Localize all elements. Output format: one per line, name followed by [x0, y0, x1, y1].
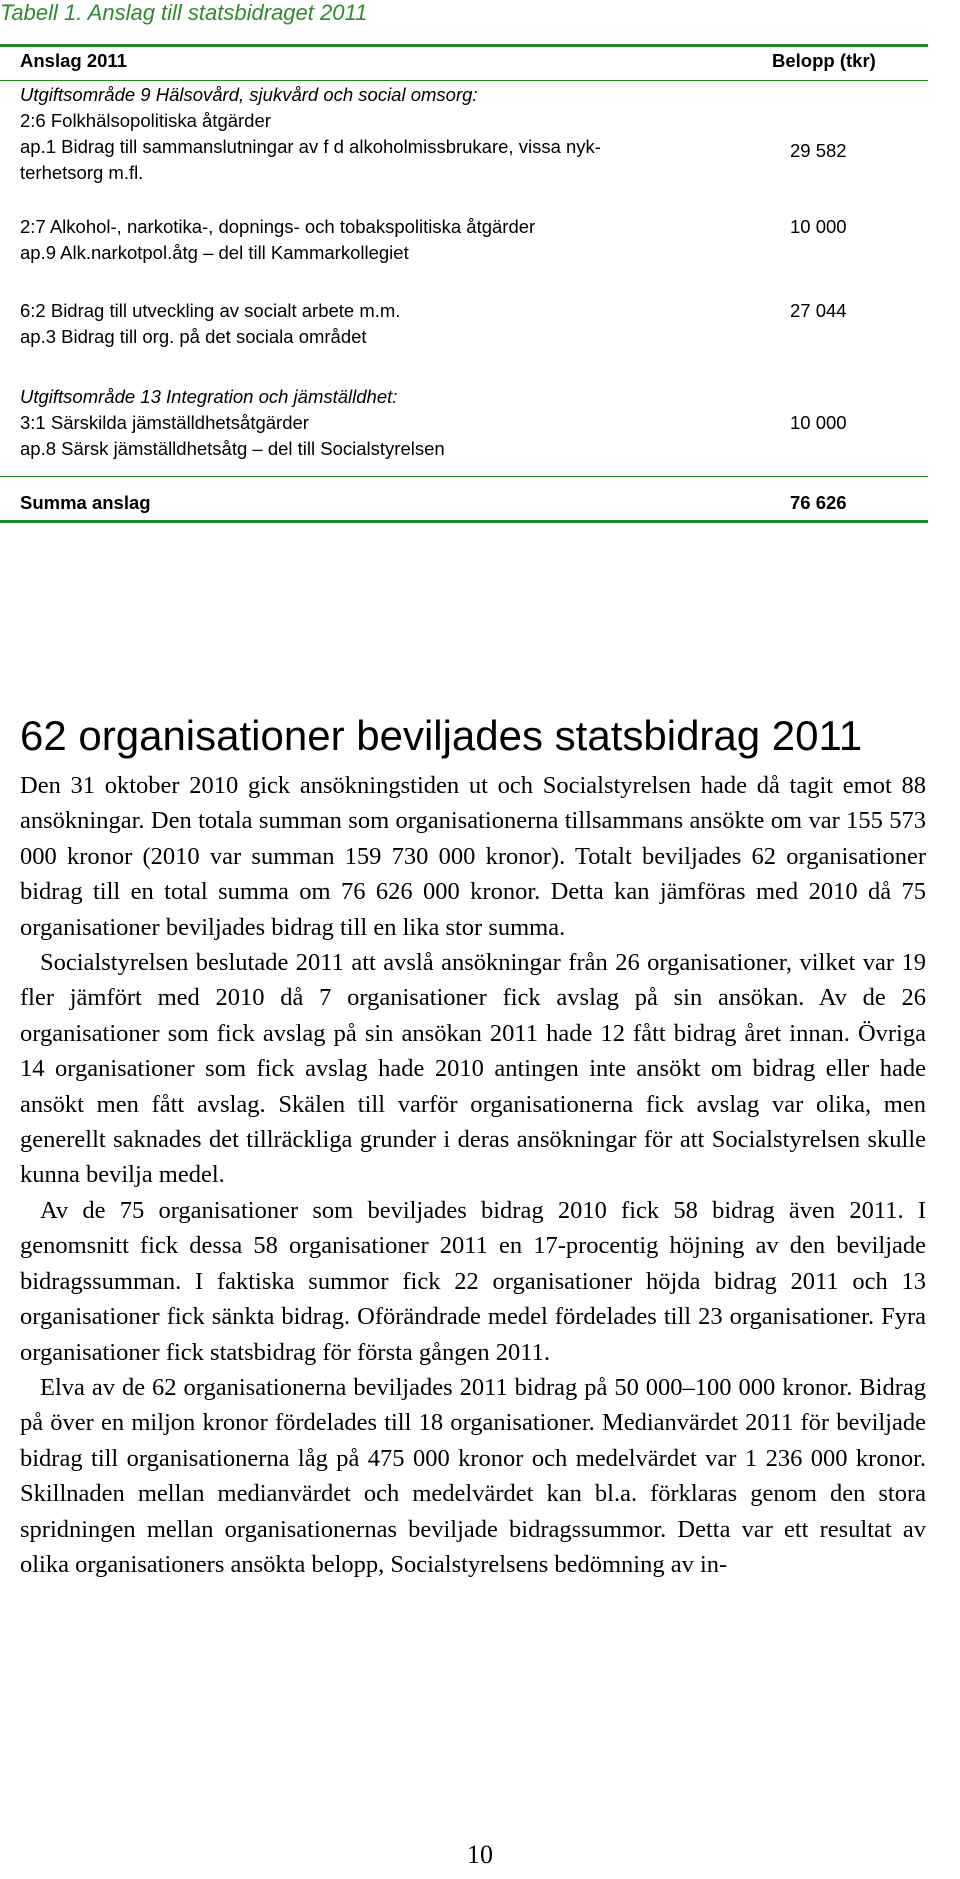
table-sum-rule	[0, 476, 928, 477]
table-header-amount: Belopp (tkr)	[772, 50, 876, 71]
table-row-amount: 27 044	[790, 300, 847, 321]
table-bottom-rule	[0, 520, 928, 523]
table-row: ap.8 Särsk jämställdhetsåtg – del till Socialstyrelsen	[20, 438, 445, 459]
paragraph: Av de 75 organisationer som beviljades bidrag 2010 fick 58 bidrag även 2011. I genomsnitt fick dessa 58 organisationer 2011 en 17-procentig höjning av den beviljade bidragssumman. I faktiska summor fick 22 organisationer höjda bidrag 2011 och 13 organisationer fick sänkta bidrag. Oförändrade medel fördelades till 23 organisationer. Fyra organisationer fick statsbidrag för första gången 2011.	[20, 1196, 926, 1366]
table-row-amount: 10 000	[790, 216, 847, 237]
table-top-rule	[0, 44, 928, 47]
section-heading: 62 organisationer beviljades statsbidrag 2011	[20, 712, 863, 759]
table-row: 2:7 Alkohol-, narkotika-, dopnings- och tobakspolitiska åtgärder	[20, 216, 536, 237]
table-row: ap.3 Bidrag till org. på det sociala området	[20, 326, 367, 347]
table-header-rule	[0, 80, 928, 81]
table-row: Utgiftsområde 13 Integration och jämställdhet:	[20, 386, 398, 407]
table-row: 2:6 Folkhälsopolitiska åtgärder	[20, 110, 271, 131]
table-row: 3:1 Särskilda jämställdhetsåtgärder	[20, 412, 309, 433]
table-sum-amount: 76 626	[790, 492, 847, 513]
table-row: ap.9 Alk.narkotpol.åtg – del till Kammarkollegiet	[20, 242, 409, 263]
table-row: terhetsorg m.fl.	[20, 162, 144, 183]
paragraph: Den 31 oktober 2010 gick ansökningstiden ut och Socialstyrelsen hade då tagit emot 88 ansökningar. Den totala summan som organisationerna tillsammans ansökte om var 155 573 000 kronor (2010 var summan 159 730 000 kronor). Totalt beviljades 62 organisationer bidrag till en total summa om 76 626 000 kronor. Detta kan jämföras med 2010 då 75 organisationer beviljades bidrag till en lika stor summa.	[20, 772, 926, 941]
paragraph: Socialstyrelsen beslutade 2011 att avslå ansökningar från 26 organisationer, vilket var 19 fler jämfört med 2010 då 7 organisationer fick avslag på sin ansökan. Av de 26 organisationer som fick avslag på sin ansökan 2011 hade 12 fått bidrag året innan. Övriga 14 organisationer som fick avslag hade 2010 antingen inte ansökt om bidrag eller hade ansökt men fått avslag. Skälen till varför organisationerna fick avslag var olika, men generellt saknades det tillräckliga grunder i deras ansökningar för att Socialstyrelsen skulle kunna bevilja medel.	[20, 949, 926, 1189]
body-text	[20, 768, 926, 1582]
table-row-amount: 29 582	[790, 140, 847, 161]
table-row: ap.1 Bidrag till sammanslutningar av f d alkoholmissbrukare, vissa nyk-	[20, 136, 601, 157]
table-caption: Tabell 1. Anslag till statsbidraget 2011	[0, 0, 368, 25]
table-row: Utgiftsområde 9 Hälsovård, sjukvård och social omsorg:	[20, 84, 478, 105]
table-header-label: Anslag 2011	[20, 50, 127, 71]
table-row-amount: 10 000	[790, 412, 847, 433]
table-row: 6:2 Bidrag till utveckling av socialt arbete m.m.	[20, 300, 401, 321]
paragraph: Elva av de 62 organisationerna beviljades 2011 bidrag på 50 000–100 000 kronor. Bidrag på över en miljon kronor fördelades till 18 organisationer. Medianvärdet 2011 för beviljade bidrag till organisationerna låg på 475 000 kronor och medelvärdet var 1 236 000 kronor. Skillnaden mellan medianvärdet och medelvärdet kan bl.a. förklaras genom den stora spridningen mellan organisationernas beviljade bidragssummor. Detta var ett resultat av olika organisationers ansökta belopp, Socialstyrelsens bedömning av in-	[20, 1373, 926, 1578]
page-number: 10	[467, 1840, 493, 1869]
table-sum-label: Summa anslag	[20, 492, 151, 513]
